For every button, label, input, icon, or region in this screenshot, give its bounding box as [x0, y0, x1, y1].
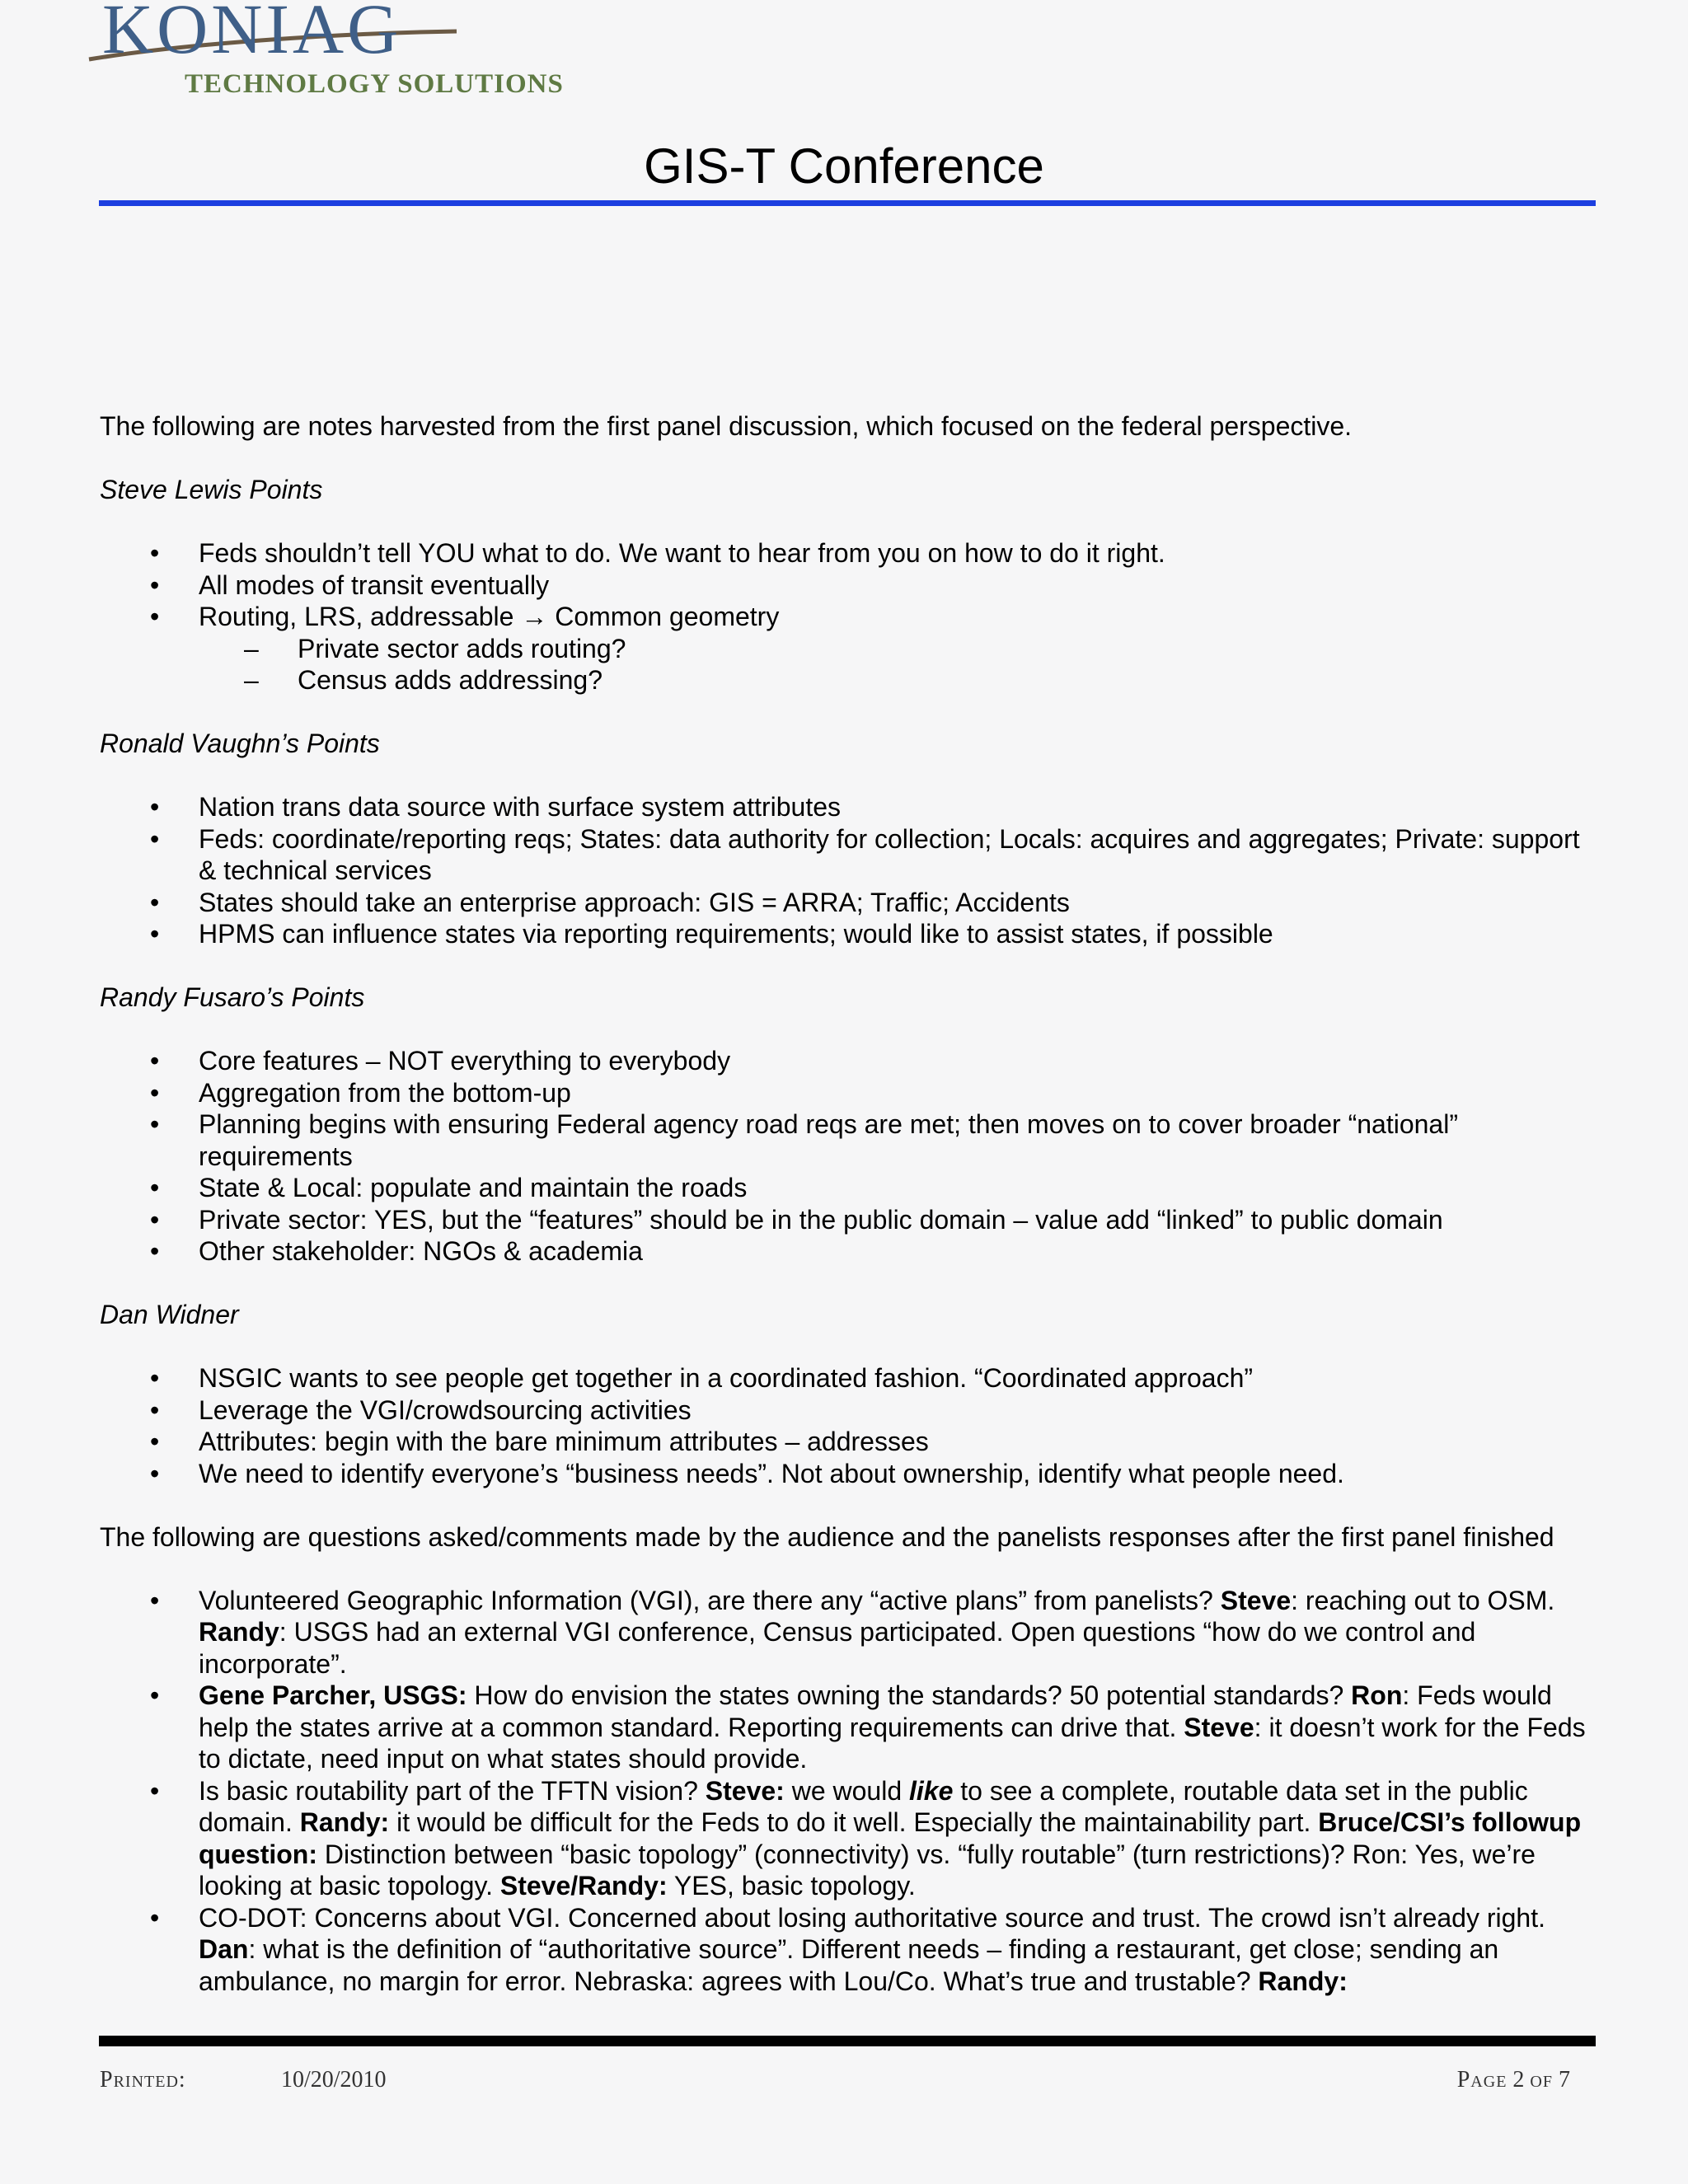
randy-points-list: [100, 1045, 1600, 1268]
list-item: • We need to identify everyone’s “business needs”. Not about ownership, identify what people need.: [100, 1458, 1600, 1490]
list-item: • Aggregation from the bottom-up: [100, 1077, 1600, 1109]
list-item: • Routing, LRS, addressable → Common geometry: [100, 601, 1600, 633]
qa-item-codot: • CO-DOT: Concerns about VGI. Concerned about losing authoritative source and trust. The crowd isn’t already right. Dan: what is the definition of “authoritative source”. Different needs – finding a restaurant, get close; sending an ambulance, no margin for error. Nebraska: agrees with Lou/Co. What’s true and trustable? Randy:: [100, 1902, 1600, 1998]
section-heading-ronald: Ronald Vaughn’s Points: [100, 729, 380, 758]
sub-list-item: – Census adds addressing?: [100, 664, 1600, 696]
footer-divider: [99, 2036, 1596, 2046]
list-item: • Other stakeholder: NGOs & academia: [100, 1235, 1600, 1268]
qa-item-routability: • Is basic routability part of the TFTN vision? Steve: we would like to see a complete, routable data set in the public domain. Randy: it would be difficult for the Feds to do it well. Especially the maintainability part. Bruce/CSI’s followup question: Distinction between “basic topology” (connectivity) vs. “fully routable” (turn restrictions)? Ron: Yes, we’re looking at basic topology. Steve/Randy: YES, basic topology.: [100, 1775, 1600, 1902]
list-item: • State & Local: populate and maintain the roads: [100, 1172, 1600, 1204]
section-heading-randy: Randy Fusaro’s Points: [100, 982, 365, 1012]
list-item: • Private sector: YES, but the “features” should be in the public domain – value add “linked” to public domain: [100, 1204, 1600, 1236]
qa-intro-paragraph: The following are questions asked/comments made by the audience and the panelists responses after the first panel finished: [100, 1521, 1554, 1552]
sub-list-item: – Private sector adds routing?: [100, 633, 1600, 665]
list-item: • Leverage the VGI/crowdsourcing activities: [100, 1394, 1600, 1427]
list-item: • HPMS can influence states via reporting requirements; would like to assist states, if possible: [100, 918, 1600, 950]
company-logo: [86, 0, 580, 107]
qa-list: [100, 1585, 1600, 1998]
logo-tagline: TECHNOLOGY SOLUTIONS: [185, 69, 564, 99]
list-item: • Attributes: begin with the bare minimum attributes – addresses: [100, 1426, 1600, 1458]
page-footer: [100, 2067, 1570, 2100]
list-item: • Feds shouldn’t tell YOU what to do. We want to hear from you on how to do it right.: [100, 537, 1600, 569]
document-body: [100, 410, 1600, 2029]
section-heading-dan: Dan Widner: [100, 1300, 239, 1329]
intro-paragraph: The following are notes harvested from the first panel discussion, which focused on the federal perspective.: [100, 411, 1353, 441]
title-divider: [99, 200, 1596, 206]
logo-wordmark: KONIAG: [102, 0, 402, 68]
printed-date: 10/20/2010: [281, 2067, 387, 2093]
qa-item-vgi: • Volunteered Geographic Information (VGI), are there any “active plans” from panelists? Steve: reaching out to OSM. Randy: USGS had an external VGI conference, Census participated. Open questions “how do we control and incorporate”.: [100, 1585, 1600, 1680]
list-item: • All modes of transit eventually: [100, 569, 1600, 602]
list-item: • NSGIC wants to see people get together in a coordinated fashion. “Coordinated approach”: [100, 1362, 1600, 1394]
list-item: • States should take an enterprise approach: GIS = ARRA; Traffic; Accidents: [100, 887, 1600, 919]
section-heading-steve: Steve Lewis Points: [100, 475, 323, 504]
list-item: • Feds: coordinate/reporting reqs; States: data authority for collection; Locals: acquires and aggregates; Private: support & technical services: [100, 823, 1600, 887]
ronald-points-list: [100, 791, 1600, 950]
list-item: • Planning begins with ensuring Federal agency road reqs are met; then moves on to cover broader “national” requirements: [100, 1108, 1600, 1172]
page-title: GIS-T Conference: [644, 138, 1044, 194]
list-item: • Nation trans data source with surface system attributes: [100, 791, 1600, 823]
list-item: • Core features – NOT everything to everybody: [100, 1045, 1600, 1077]
steve-points-list: [100, 537, 1600, 696]
dan-points-list: [100, 1362, 1600, 1489]
qa-item-standards: • Gene Parcher, USGS: How do envision the states owning the standards? 50 potential standards? Ron: Feds would help the states arrive at a common standard. Reporting requirements can drive that. Steve: it doesn’t work for the Feds to dictate, need input on what states should provide.: [100, 1680, 1600, 1775]
printed-label: Printed:: [100, 2067, 186, 2093]
page-number: Page 2 of 7: [1456, 2067, 1570, 2093]
